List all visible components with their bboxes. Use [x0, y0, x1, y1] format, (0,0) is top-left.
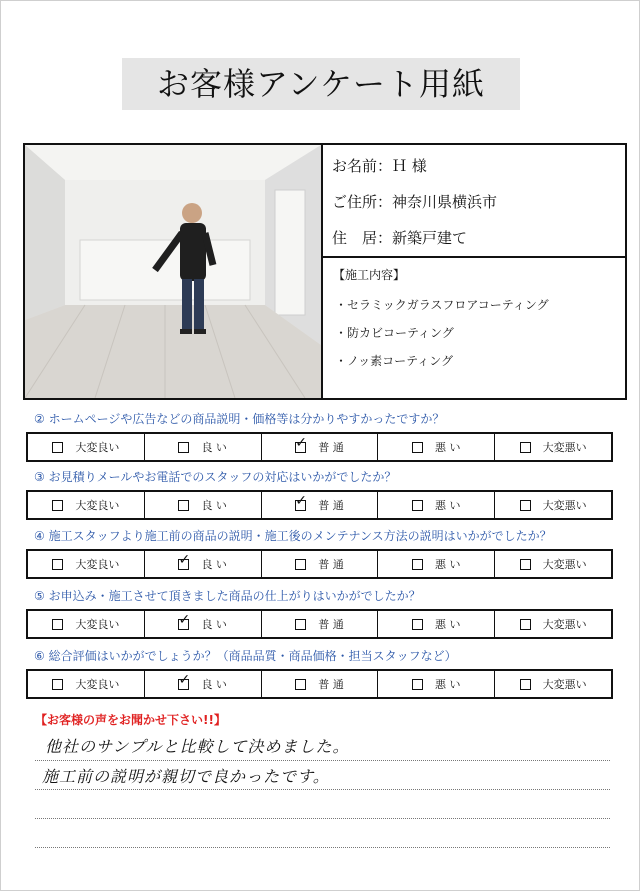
question-label: ③ お見積りメールやお電話でのスタッフの対応はいかがでしたか？ [34, 470, 397, 484]
work-item: ・ノッ素コーティング [335, 354, 453, 368]
checkbox[interactable] [295, 619, 306, 630]
check-mark-icon: ✓ [295, 434, 307, 451]
work-title: 【施工内容】 [333, 268, 406, 282]
rating-option[interactable] [28, 492, 145, 518]
option-label: 大変悪い [542, 558, 587, 571]
work-content-box [323, 256, 627, 400]
option-label: 普 通 [318, 678, 344, 691]
rating-option[interactable] [495, 671, 611, 697]
work-item: ・防カビコーティング [335, 326, 454, 340]
rating-option[interactable] [28, 611, 145, 637]
rating-option[interactable] [145, 671, 262, 697]
checkbox[interactable] [178, 611, 191, 630]
rating-option[interactable] [495, 434, 611, 460]
rating-option[interactable] [378, 611, 495, 637]
checkbox[interactable] [52, 619, 63, 630]
rating-options [26, 609, 613, 639]
rating-option[interactable] [378, 671, 495, 697]
check-mark-icon: ✓ [178, 671, 191, 688]
checkbox[interactable] [412, 619, 423, 630]
checkbox[interactable] [178, 671, 191, 690]
checkbox[interactable] [52, 679, 63, 690]
checkbox[interactable] [52, 500, 63, 511]
option-label: 大変良い [75, 678, 120, 691]
room-photo [23, 143, 323, 400]
question-label: ⑤ お申込み・施工させて頂きました商品の仕上がりはいかがでしたか？ [34, 589, 421, 603]
option-label: 普 通 [318, 441, 344, 454]
writing-line [35, 760, 610, 761]
rating-option[interactable] [495, 551, 611, 577]
checkbox[interactable] [295, 559, 306, 570]
option-label: 悪 い [435, 441, 461, 454]
check-mark-icon: ✓ [295, 492, 307, 509]
option-label: 悪 い [435, 499, 461, 512]
checkbox[interactable] [52, 442, 63, 453]
rating-options [26, 432, 613, 462]
rating-option[interactable] [495, 611, 611, 637]
checkbox[interactable] [520, 619, 531, 630]
rating-options [26, 490, 613, 520]
option-label: 普 通 [318, 618, 344, 631]
rating-option[interactable] [145, 492, 262, 518]
option-label: 良 い [201, 558, 227, 571]
rating-options [26, 549, 613, 579]
handwritten-line: 他社のサンプルと比較して決めました。 [45, 737, 350, 756]
rating-option[interactable] [262, 671, 379, 697]
writing-line [35, 818, 610, 819]
rating-option[interactable] [378, 551, 495, 577]
rating-option[interactable] [28, 671, 145, 697]
option-label: 悪 い [435, 618, 461, 631]
rating-option[interactable] [145, 434, 262, 460]
option-label: 普 通 [318, 558, 344, 571]
option-label: 大変良い [75, 618, 120, 631]
checkbox[interactable] [295, 492, 307, 511]
rating-option[interactable] [495, 492, 611, 518]
rating-option[interactable] [378, 434, 495, 460]
checkbox[interactable] [412, 442, 423, 453]
checkbox[interactable] [520, 442, 531, 453]
checkbox[interactable] [295, 679, 306, 690]
checkbox[interactable] [412, 679, 423, 690]
question-label: ④ 施工スタッフより施工前の商品の説明・施工後のメンテナンス方法の説明はいかがでしたか？ [34, 529, 552, 543]
check-mark-icon: ✓ [178, 611, 191, 628]
checkbox[interactable] [520, 559, 531, 570]
option-label: 良 い [201, 678, 227, 691]
checkbox[interactable] [520, 500, 531, 511]
rating-option[interactable] [262, 551, 379, 577]
question-label: ⑥ 総合評価はいかがでしょうか？（商品品質・商品価格・担当スタッフなど） [34, 649, 457, 663]
option-label: 大変悪い [542, 618, 587, 631]
work-item: ・セラミックガラスフロアコーティング [335, 298, 549, 312]
rating-option[interactable] [28, 551, 145, 577]
option-label: 大変悪い [542, 678, 587, 691]
option-label: 大変良い [75, 499, 120, 512]
rating-options [26, 669, 613, 699]
rating-option[interactable] [145, 611, 262, 637]
option-label: 大変悪い [542, 441, 587, 454]
checkbox[interactable] [178, 442, 189, 453]
customer-residence: 住 居：新築戸建て [332, 229, 468, 247]
checkbox[interactable] [178, 500, 189, 511]
option-label: 普 通 [318, 499, 344, 512]
checkbox[interactable] [295, 434, 307, 453]
writing-line [35, 789, 610, 790]
option-label: 良 い [201, 499, 227, 512]
option-label: 良 い [201, 618, 227, 631]
rating-option[interactable] [28, 434, 145, 460]
checkbox[interactable] [412, 559, 423, 570]
checkbox[interactable] [520, 679, 531, 690]
checkbox[interactable] [178, 551, 191, 570]
rating-option[interactable] [378, 492, 495, 518]
option-label: 大変良い [75, 441, 120, 454]
option-label: 良 い [201, 441, 227, 454]
customer-info-box [323, 143, 627, 258]
option-label: 悪 い [435, 558, 461, 571]
writing-line [35, 847, 610, 848]
customer-address: ご住所：神奈川県横浜市 [332, 193, 498, 211]
option-label: 大変良い [75, 558, 120, 571]
page-title: お客様アンケート用紙 [122, 58, 520, 110]
checkbox[interactable] [52, 559, 63, 570]
option-label: 悪 い [435, 678, 461, 691]
rating-option[interactable] [262, 492, 379, 518]
voice-title: 【お客様の声をお聞かせ下さい!!】 [35, 713, 226, 727]
option-label: 大変悪い [542, 499, 587, 512]
rating-option[interactable] [262, 611, 379, 637]
handwritten-line: 施工前の説明が親切で良かったです。 [42, 767, 330, 786]
question-label: ② ホームページや広告などの商品説明・価格等は分かりやすかったですか？ [34, 412, 445, 426]
customer-name: お名前：Ｈ 様 [332, 157, 427, 175]
check-mark-icon: ✓ [178, 551, 191, 568]
rating-option[interactable] [262, 434, 379, 460]
rating-option[interactable] [145, 551, 262, 577]
checkbox[interactable] [412, 500, 423, 511]
